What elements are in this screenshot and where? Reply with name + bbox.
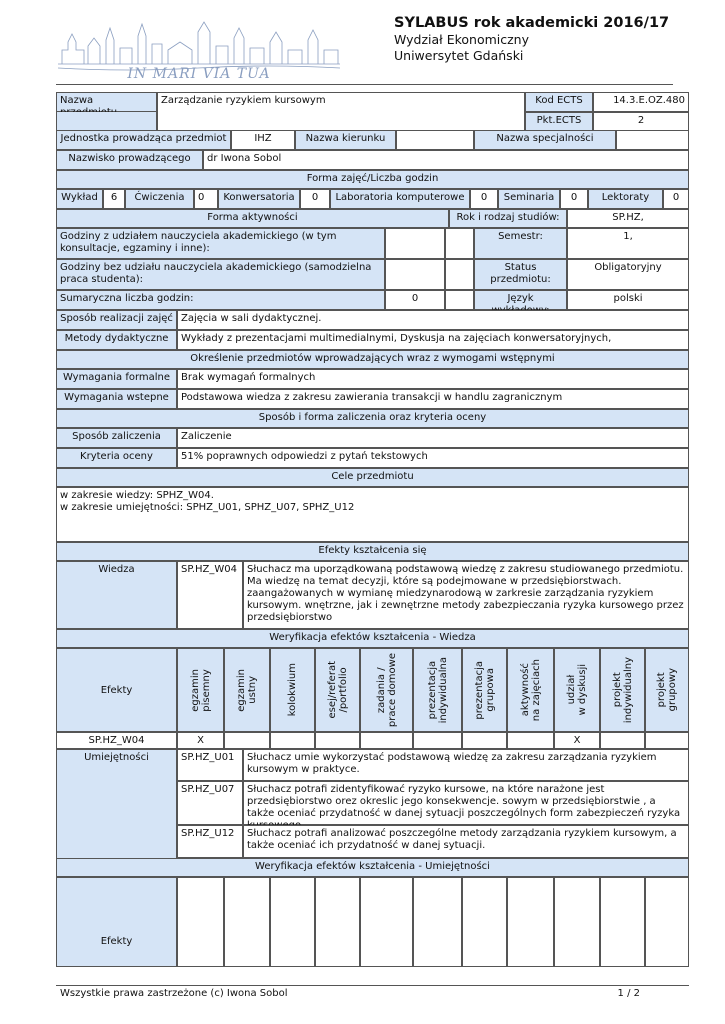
- row-prereq-initial: [56, 389, 689, 409]
- document-header: [394, 14, 669, 64]
- field-label: Nazwa kierunku: [295, 130, 396, 150]
- self-hours-value: [385, 259, 445, 290]
- verif-column-header-text: egzamin ustny: [236, 668, 258, 712]
- activity-title: Forma aktywności: [56, 209, 449, 228]
- row-goals-text: [56, 487, 689, 542]
- faculty-name: Wydział Ekonomiczny: [394, 32, 530, 47]
- verif-knowledge-mark: [507, 732, 554, 749]
- ects-code-value: 14.3.E.OZ.480: [593, 92, 689, 112]
- lecturer-label: Nazwisko prowadzącego: [56, 150, 203, 170]
- course-name-label: Nazwa: [56, 92, 157, 112]
- lecturer-value: dr Iwona Sobol: [203, 150, 689, 170]
- document-title: SYLABUS rok akademicki 2016/17: [394, 15, 670, 31]
- verif-skills-cell: [462, 877, 507, 967]
- ects-points-value: 2: [593, 112, 689, 132]
- verif-skills-cell: [645, 877, 689, 967]
- verif-skills-effects-label: [56, 877, 177, 967]
- ects-code-label: Kod ECTS: [525, 92, 593, 112]
- assessment-method-value: Zaliczenie: [177, 428, 689, 448]
- form-value-labs: 0: [470, 189, 498, 209]
- prereq-title: Określenie przedmiotów wprowadzających wraz z wymogami wstępnymi: [56, 350, 689, 369]
- initial-req-label: Wymagania wstepne: [56, 389, 177, 409]
- verif-skills-cell: [224, 877, 270, 967]
- row-prereq-title: [56, 350, 689, 369]
- semester-value: 1,: [567, 228, 689, 259]
- row-verif-knowledge-title: [56, 629, 689, 648]
- verif-knowledge-title: Weryfikacja efektów kształcenia - Wiedza: [56, 629, 689, 648]
- verif-column-header-text: kolokwium: [287, 663, 298, 717]
- row-outcomes-title: [56, 542, 689, 561]
- verif-skills-effects-text: Efekty: [100, 935, 133, 947]
- verif-column-header-10: [645, 648, 689, 732]
- row-assessment-criteria: [56, 448, 689, 468]
- row-lecturer: [56, 150, 689, 170]
- verif-column-header-3: [315, 648, 360, 732]
- verif-knowledge-mark: X: [177, 732, 224, 749]
- verif-column-header-text: projekt indywidualny: [611, 656, 634, 724]
- verif-column-header-8: [554, 648, 600, 732]
- form-label-seminars: Seminaria: [498, 189, 560, 209]
- footer-divider: [56, 985, 689, 986]
- language-label: Język: [474, 290, 567, 310]
- goals-title: Cele przedmiotu: [56, 468, 689, 487]
- skill-text-u01: Słuchacz umie wykorzystać podstawową wiedzę za zakresu zarządzania ryzykiem kursowym w praktyce.: [243, 749, 689, 781]
- course-name-label-filler: [56, 112, 157, 132]
- row-knowledge-outcome: [56, 561, 689, 629]
- row-realization: [56, 310, 689, 330]
- outcomes-title: Efekty kształcenia się: [56, 542, 689, 561]
- total-hours-spacer: [445, 290, 474, 310]
- goals-text: w zakresie wiedzy: SPHZ_W04. w zakresie umiejętności: SPHZ_U01, SPHZ_U07, SPHZ_U12: [56, 487, 689, 542]
- verif-skills-cell: [507, 877, 554, 967]
- skill-code-u07: SP.HZ_U07: [177, 781, 243, 825]
- form-label-lecture: Wykład: [56, 189, 103, 209]
- assessment-criteria-label: Kryteria oceny: [56, 448, 177, 468]
- formal-req-label: Wymagania formalne: [56, 369, 177, 389]
- verif-column-header-7: [507, 648, 554, 732]
- form-label-conversatories: Konwersatoria: [218, 189, 300, 209]
- verif-skills-cell: [600, 877, 645, 967]
- row-prereq-formal: [56, 369, 689, 389]
- verif-column-header-text: prezentacja grupowa: [473, 660, 496, 720]
- university-name: Uniwersytet Gdański: [394, 48, 524, 63]
- form-value-language-courses: 0: [663, 189, 689, 209]
- verif-knowledge-effects-label: [56, 648, 177, 732]
- verif-knowledge-mark: [315, 732, 360, 749]
- specialty-value: [616, 130, 689, 150]
- verif-knowledge-mark: [413, 732, 462, 749]
- realization-label: Sposób realizacji zajęć: [56, 310, 177, 330]
- logo-motto: IN MARI VIA TUA: [127, 66, 271, 82]
- course-name-value: Zarządzanie ryzykiem kursowym: [157, 92, 525, 132]
- forms-section-title: Forma zajęć/Liczba godzin: [56, 170, 689, 189]
- verif-knowledge-mark: [462, 732, 507, 749]
- verif-knowledge-mark: X: [554, 732, 600, 749]
- verif-skills-cell: [270, 877, 315, 967]
- realization-value: Zajęcia w sali dydaktycznej.: [177, 310, 689, 330]
- assessment-method-label: Sposób zaliczenia: [56, 428, 177, 448]
- form-label-language-courses: Lektoraty: [588, 189, 663, 209]
- language-value: polski: [567, 290, 689, 310]
- status-label: Status przedmiotu:: [474, 259, 567, 290]
- verif-skills-cell: [554, 877, 600, 967]
- verif-skills-title: Weryfikacja efektów kształcenia - Umiejętności: [56, 858, 689, 877]
- assessment-title: Sposób i forma zaliczenia oraz kryteria oceny: [56, 409, 689, 428]
- verif-knowledge-mark: [600, 732, 645, 749]
- form-value-conversatories: 0: [300, 189, 330, 209]
- footer-page-number: 1 / 2: [617, 988, 640, 999]
- form-label-labs: Laboratoria komputerowe: [330, 189, 470, 209]
- row-skill-u07: [56, 781, 689, 825]
- self-hours-spacer: [445, 259, 474, 290]
- knowledge-label: Wiedza: [56, 561, 177, 629]
- verif-column-header-text: aktywność na zajęciach: [519, 658, 542, 722]
- row-self-hours: [56, 259, 689, 290]
- verif-column-header-text: udział w dyskusji: [566, 664, 588, 716]
- didactic-value: Wykłady z prezentacjami multimedialnymi, Dyskusja na zajęciach konwersatoryjnych,: [177, 330, 689, 350]
- assessment-criteria-value: 51% poprawnych odpowiedzi z pytań tekstowych: [177, 448, 689, 468]
- contact-hours-value: [385, 228, 445, 259]
- verif-skills-cell: [177, 877, 224, 967]
- year-value: SP.HZ,: [567, 209, 689, 228]
- knowledge-text: Słuchacz ma uporządkowaną podstawową wiedzę z zakresu studiowanego przedmiotu. Ma wiedzę na temat decyzji, które są podejmowane w przedsiębiorstwach. zaangażowanych w wymianę miedzynarodową w zarkresie zarządzania ryzykiem kursowym. wnętrzne, jak i zewnętrzne metody zabezpieczania ryzyka kursowego przez przedsiębiorstwo: [243, 561, 689, 629]
- ects-points-label: Pkt.ECTS: [525, 112, 593, 132]
- semester-label: Semestr:: [474, 228, 567, 259]
- verif-knowledge-mark: [270, 732, 315, 749]
- row-verif-knowledge-header: [56, 648, 689, 732]
- row-contact-hours: [56, 228, 689, 259]
- verif-knowledge-mark: [360, 732, 413, 749]
- total-hours-value: 0: [385, 290, 445, 310]
- verif-column-header-1: [224, 648, 270, 732]
- verif-knowledge-mark: [224, 732, 270, 749]
- skill-code-u01: SP.HZ_U01: [177, 749, 243, 781]
- row-forms-title: [56, 170, 689, 189]
- row-ects-points: [56, 112, 689, 132]
- row-goals-title: [56, 468, 689, 487]
- verif-column-header-text: projekt grupowy: [656, 668, 678, 712]
- row-assessment-title: [56, 409, 689, 428]
- row-total-hours: [56, 290, 689, 310]
- verif-column-header-6: [462, 648, 507, 732]
- verif-skills-cell: [413, 877, 462, 967]
- unit-value: IHZ: [231, 130, 295, 150]
- row-verif-skills-title: [56, 858, 689, 877]
- formal-req-value: Brak wymagań formalnych: [177, 369, 689, 389]
- skill-code-u12: SP.HZ_U12: [177, 825, 243, 858]
- verif-column-header-9: [600, 648, 645, 732]
- footer-copyright: Wszystkie prawa zastrzeżone (c) Iwona Sobol: [60, 988, 288, 999]
- row-verif-skills-grid: [56, 877, 689, 967]
- verif-column-header-text: esej/referat /portfolio: [326, 661, 349, 719]
- status-value: Obligatoryjny: [567, 259, 689, 290]
- row-assessment-method: [56, 428, 689, 448]
- row-didactic: [56, 330, 689, 350]
- row-verif-knowledge-w04: [56, 732, 689, 749]
- row-unit: [56, 130, 689, 150]
- row-forms: [56, 189, 689, 209]
- verif-knowledge-mark: [645, 732, 689, 749]
- verif-column-header-text: prezentacja indywidualna: [426, 656, 449, 724]
- verif-skills-cell: [360, 877, 413, 967]
- skill-text-u07: Słuchacz potrafi zidentyfikować ryzyko kursowe, na które narażone jest przedsiębiorstwo orez okreslic jego konsekwencje. sowym w przedsiębiorstwie , a także oceniać przydatność w danej sytuacji poszczególnych form zabezpieczeń ryzyka: [243, 781, 689, 825]
- field-value: [396, 130, 474, 150]
- specialty-label: Nazwa specjalności: [474, 130, 616, 150]
- page-footer: [60, 988, 640, 999]
- unit-label: Jednostka prowadząca przedmiot: [56, 130, 231, 150]
- verif-column-header-text: zadania / prace domowe: [375, 652, 398, 728]
- contact-hours-label: Godziny z udziałem nauczyciela akademickiego (w tym konsultacje, egzaminy i inne):: [56, 228, 385, 259]
- row-skill-u12: [56, 825, 689, 858]
- form-value-exercises: 0: [194, 189, 218, 209]
- row-activity-title: [56, 209, 689, 228]
- verif-column-header-0: [177, 648, 224, 732]
- total-hours-label: Sumaryczna liczba godzin:: [56, 290, 385, 310]
- didactic-label: Metody dydaktyczne: [56, 330, 177, 350]
- verif-column-header-4: [360, 648, 413, 732]
- verif-knowledge-effects-text: Efekty: [100, 684, 133, 696]
- self-hours-label: Godziny bez udziału nauczyciela akademickiego (samodzielna praca studenta):: [56, 259, 385, 290]
- header-divider: [56, 84, 673, 85]
- skills-label: Umiejętności: [56, 749, 177, 890]
- contact-hours-spacer: [445, 228, 474, 259]
- skill-text-u12: Słuchacz potrafi analizować poszczególne metody zarządzania ryzykiem kursowym, a także oceniać ich przydatność w danej sytuacji.: [243, 825, 689, 858]
- row-course-name: [56, 92, 689, 112]
- verif-skills-cell: [315, 877, 360, 967]
- university-logo: [58, 20, 340, 80]
- form-label-exercises: Ćwiczenia: [125, 189, 194, 209]
- row-skill-u01: [56, 749, 689, 781]
- verif-column-header-text: egzamin pisemny: [189, 668, 212, 712]
- form-value-lecture: 6: [103, 189, 125, 209]
- form-value-seminars: 0: [560, 189, 588, 209]
- verif-knowledge-code: SP.HZ_W04: [56, 732, 177, 749]
- verif-column-header-5: [413, 648, 462, 732]
- verif-column-header-2: [270, 648, 315, 732]
- initial-req-value: Podstawowa wiedza z zakresu zawierania transakcji w handlu zagranicznym: [177, 389, 689, 409]
- knowledge-code: SP.HZ_W04: [177, 561, 243, 629]
- year-label: Rok i rodzaj studiów:: [449, 209, 567, 228]
